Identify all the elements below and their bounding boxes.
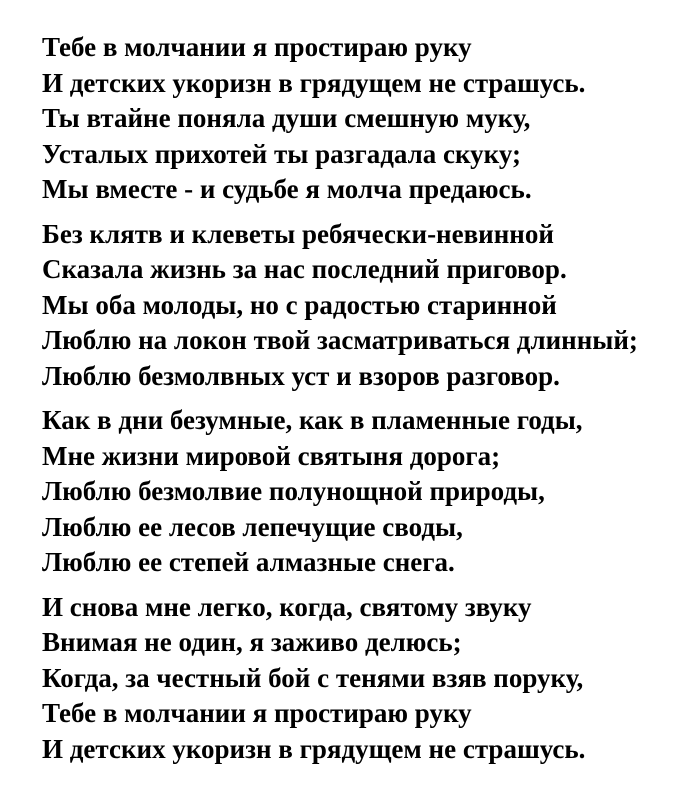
poem-line: И снова мне легко, когда, святому звуку	[42, 591, 532, 622]
poem-line: Без клятв и клеветы ребячески-невинной	[42, 218, 554, 249]
poem-line: Люблю безмолвие полунощной природы,	[42, 476, 545, 506]
poem-line: И детских укоризн в грядущем не страшусь.	[42, 67, 586, 98]
stanza-2	[42, 217, 692, 395]
poem-line: Тебе в молчании я простираю руку	[42, 698, 472, 728]
poem-line: Люблю ее степей алмазные снега.	[42, 547, 455, 577]
poem-line: И детских укоризн в грядущем не страшусь.	[42, 733, 586, 764]
poem-line: Сказала жизнь за нас последний приговор.	[42, 254, 567, 284]
stanza-4	[42, 590, 692, 768]
stanza-3	[42, 403, 692, 581]
poem-line: Люблю на локон твой засматриваться длинный;	[42, 325, 638, 355]
poem-line: Мы вместе - и судьбе я молча предаюсь.	[42, 174, 532, 204]
stanza-1	[42, 30, 692, 208]
poem-line: Как в дни безумные, как в пламенные годы,	[42, 405, 583, 435]
poem-line: Люблю безмолвных уст и взоров разговор.	[42, 360, 560, 391]
poem-line: Внимая не один, я заживо делюсь;	[42, 627, 462, 657]
poem-line: Люблю ее лесов лепечущие своды,	[42, 511, 463, 542]
poem-line: Мне жизни мировой святыня дорога;	[42, 440, 501, 471]
poem-line: Тебе в молчании я простираю руку	[42, 32, 472, 62]
poem-text	[42, 30, 692, 776]
poem-line: Мы оба молоды, но с радостью старинной	[42, 289, 557, 320]
poem-line: Усталых прихотей ты разгадала скуку;	[42, 138, 521, 169]
poem-line: Когда, за честный бой с тенями взяв поруку,	[42, 662, 584, 693]
poem-line: Ты втайне поняла души смешную муку,	[42, 103, 531, 133]
